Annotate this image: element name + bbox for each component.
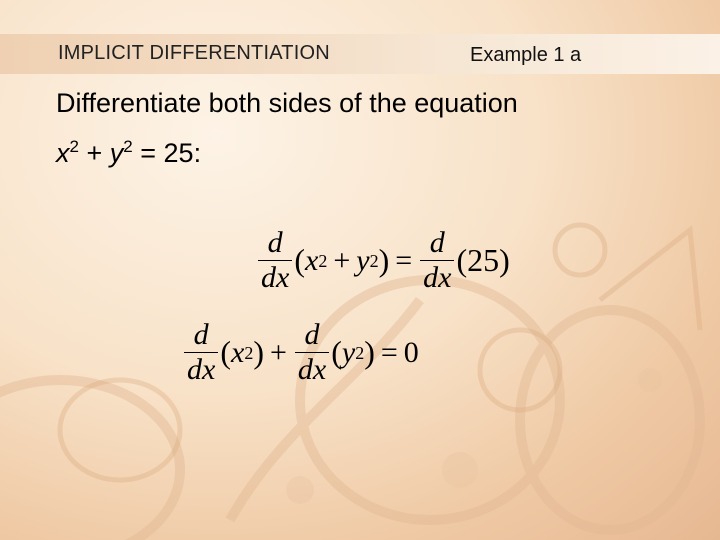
- derivative-operator: [184, 318, 218, 387]
- exponent: 2: [123, 137, 133, 156]
- close-paren: ): [364, 334, 375, 370]
- var-y: y: [356, 243, 370, 277]
- var-x: x: [56, 138, 70, 168]
- rhs-value: 0: [403, 335, 419, 369]
- var-y: y: [341, 335, 356, 369]
- frac-denominator: dx: [420, 260, 454, 295]
- math-equation-2: $\frac{d}{dx}$ ( x 2 ) + $\frac{d}{dx}$ ( y 2 ) = 0: [182, 318, 419, 387]
- open-paren: (: [294, 242, 305, 278]
- equals-sign: =: [395, 243, 413, 277]
- var-y: y: [109, 138, 124, 168]
- derivative-operator: [295, 318, 329, 387]
- plus-sign: +: [269, 335, 287, 369]
- close-paren: ): [253, 334, 264, 370]
- equation-rhs: = 25:: [140, 138, 202, 168]
- plus-sign: +: [86, 138, 103, 168]
- equation-statement: [56, 138, 201, 169]
- var-x: x: [230, 335, 245, 369]
- section-title: IMPLICIT DIFFERENTIATION: [58, 42, 330, 64]
- math-equation-1: $\frac{d}{dx}$ ( x 2 + y 2 ) = $\frac{d}{dx}$ (25): [256, 226, 510, 295]
- open-paren: (: [220, 334, 231, 370]
- close-paren: ): [378, 242, 390, 278]
- plus-sign: +: [333, 243, 351, 277]
- frac-numerator: d: [193, 318, 209, 351]
- derivative-operator: [420, 226, 454, 295]
- instruction-text: Differentiate both sides of the equation: [56, 88, 518, 118]
- rhs-value: (25): [456, 242, 510, 278]
- frac-denominator: dx: [295, 352, 329, 387]
- exponent: 2: [69, 137, 79, 156]
- derivative-operator: [258, 226, 292, 295]
- frac-denominator: dx: [258, 260, 292, 295]
- equals-sign: =: [380, 335, 398, 369]
- example-label: Example 1 a: [470, 44, 582, 66]
- frac-denominator: dx: [184, 352, 218, 387]
- frac-numerator: d: [429, 226, 445, 259]
- open-paren: (: [331, 334, 342, 370]
- var-x: x: [304, 243, 319, 277]
- frac-numerator: d: [267, 226, 283, 259]
- frac-numerator: d: [304, 318, 320, 351]
